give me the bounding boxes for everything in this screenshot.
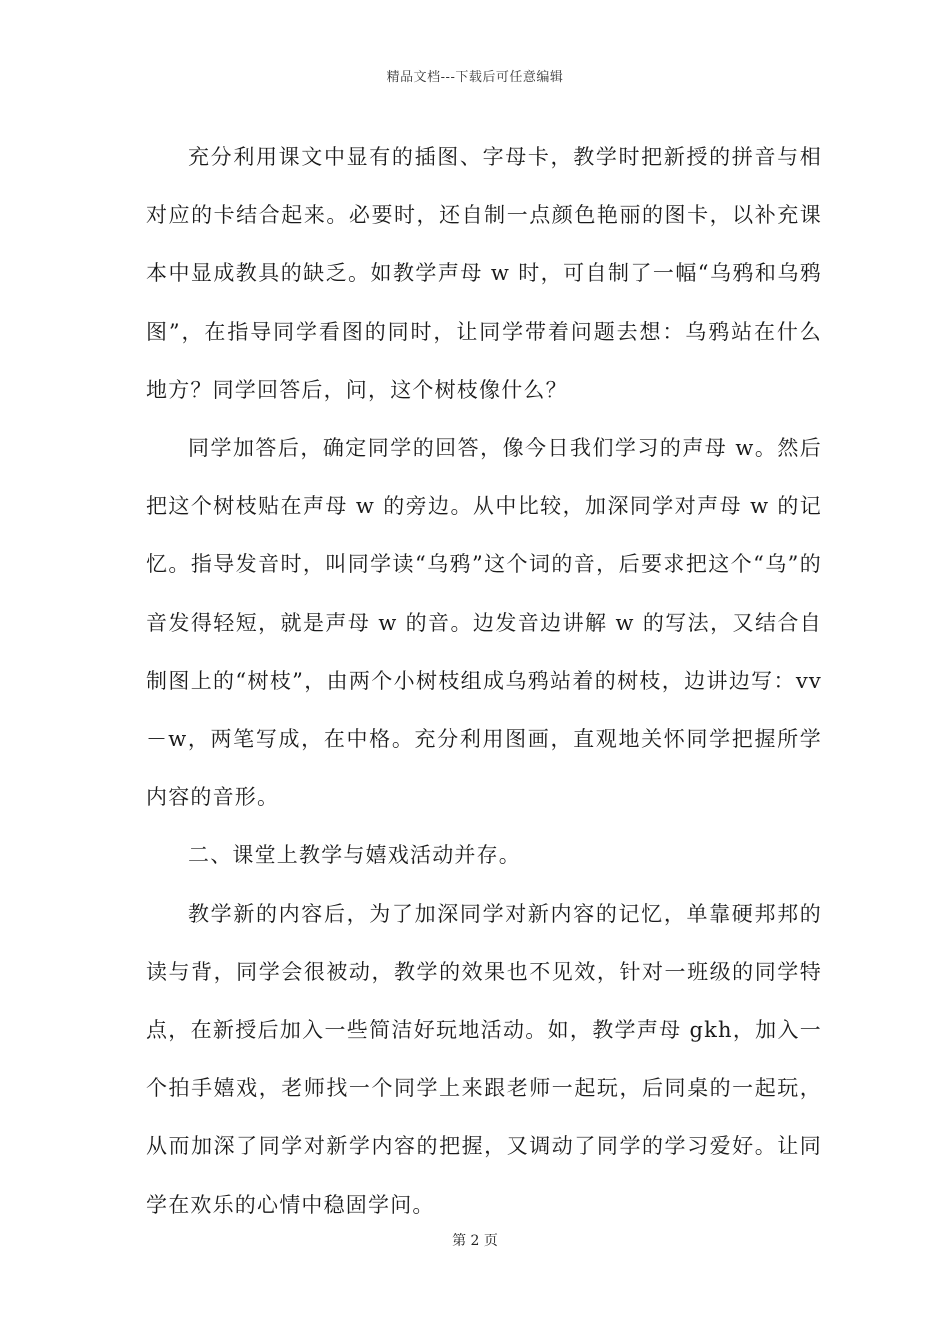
paragraph: 教学新的内容后，为了加深同学对新内容的记忆，单靠硬邦邦的读与背，同学会很被动，教学的效果也不见效，针对一班级的同学特点，在新授后加入一些简洁好玩地活动。如，教学声母 gkh，加入一个拍手嬉戏，老师找一个同学上来跟老师一起玩，后同桌的一起玩，从而加深了同学对新学内容的把握，又调动了同学的学习爱好。让同学在欢乐的心情中稳固学问。 xyxy=(146,901,822,1217)
section-heading: 二、课堂上教学与嬉戏活动并存。 xyxy=(188,843,521,868)
document-body xyxy=(146,128,822,1234)
paragraph: 同学加答后，确定同学的回答，像今日我们学习的声母 w。然后把这个树枝贴在声母 w 的旁边。从中比较，加深同学对声母 w 的记忆。指导发音时，叫同学读“乌鸦”这个词的音，后要求把这个“乌”的音发得轻短，就是声母 w 的音。边发音边讲解 w 的写法，又结合自制图上的“树枝”，由两个小树枝组成乌鸦站着的树枝，边讲边写：vv－w，两笔写成，在中格。充分利用图画，直观地关怀同学把握所学内容的音形。 xyxy=(146,436,822,810)
page-header: 精品文档---下载后可任意编辑 xyxy=(386,70,564,85)
paragraph: 充分利用课文中显有的插图、字母卡，教学时把新授的拼音与相对应的卡结合起来。必要时，还自制一点颜色艳丽的图卡，以补充课本中显成教具的缺乏。如教学声母 w 时，可自制了一幅“乌鸦和乌鸦图”，在指导同学看图的同时，让同学带着问题去想：乌鸦站在什么地方？同学回答后，问，这个树枝像什么？ xyxy=(146,145,822,402)
page-number: 第 2 页 xyxy=(452,1233,498,1249)
